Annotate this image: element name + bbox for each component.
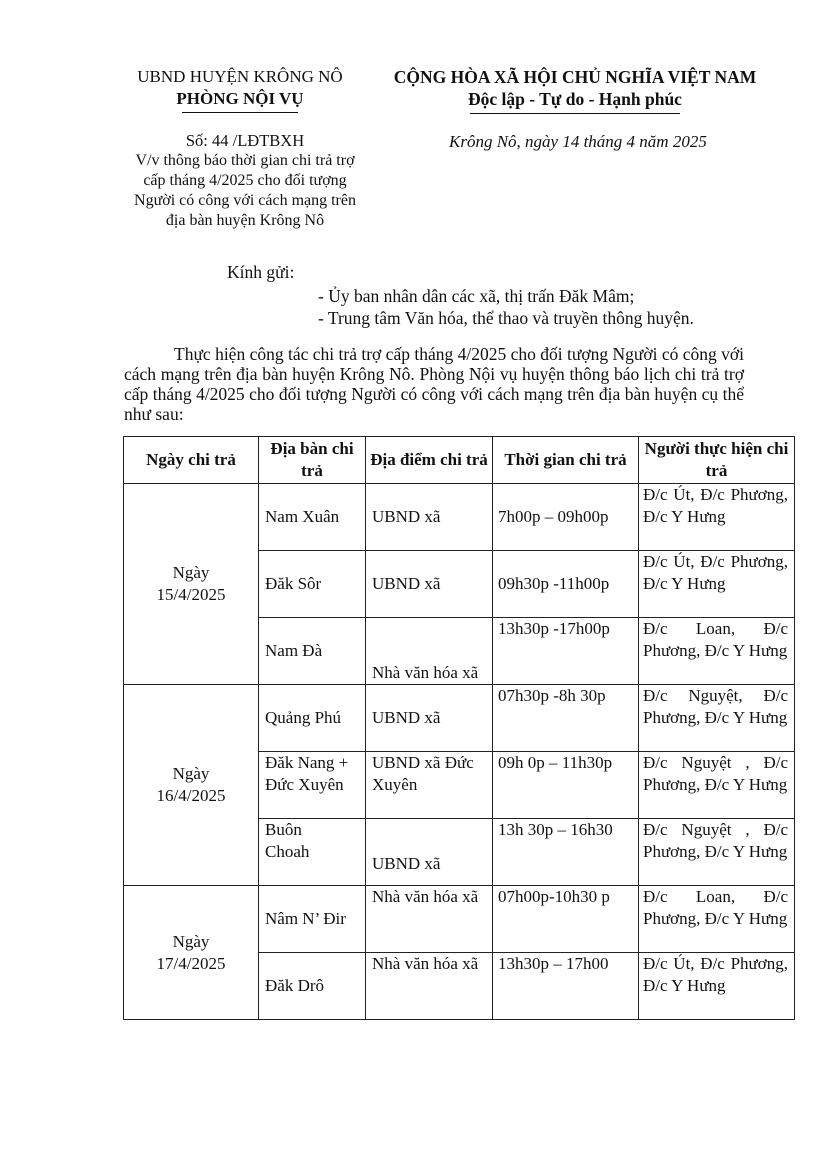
staff-cell: Đ/c Út, Đ/c Phương, Đ/c Y Hưng [639, 953, 795, 1020]
national-motto-block [468, 88, 682, 114]
time-cell: 13h 30p – 16h30 [493, 819, 639, 886]
intro-paragraph [124, 344, 744, 424]
issuer-department-block [176, 88, 303, 113]
area-cell: Nam Đà [259, 618, 366, 685]
date-line: Krông Nô, ngày 14 tháng 4 năm 2025 [449, 132, 707, 151]
salutation: Kính gửi: [227, 262, 295, 282]
area-cell: Nâm N’ Đir [259, 886, 366, 953]
national-motto: Độc lập - Tự do - Hạnh phúc [468, 89, 682, 109]
document-subject [110, 151, 380, 231]
recipient-line: - Ủy ban nhân dân các xã, thị trấn Đăk Mâm; [318, 286, 635, 306]
payment-schedule-table [123, 436, 795, 1020]
time-cell: 07h30p -8h 30p [493, 685, 639, 752]
column-header: Thời gian chi trả [493, 437, 639, 484]
location-cell: Nhà văn hóa xã [366, 886, 493, 953]
column-header: Địa điểm chi trả [366, 437, 493, 484]
staff-cell: Đ/c Nguyệt, Đ/c Phương, Đ/c Y Hưng [639, 685, 795, 752]
location-cell: Nhà văn hóa xã [366, 953, 493, 1020]
time-cell: 13h30p – 17h00 [493, 953, 639, 1020]
table-header-row [124, 437, 795, 484]
table-row [124, 886, 795, 953]
national-title: CỘNG HÒA XÃ HỘI CHỦ NGHĨA VIỆT NAM [393, 67, 757, 87]
area-text: Buôn Choah [265, 820, 310, 861]
location-cell: UBND xã Đức Xuyên [366, 752, 493, 819]
location-cell: UBND xã [366, 819, 493, 886]
column-header: Người thực hiện chi trả [639, 437, 795, 484]
area-cell: Đăk Nang + Đức Xuyên [259, 752, 366, 819]
area-cell: Đăk Drô [259, 953, 366, 1020]
location-cell: Nhà văn hóa xã [366, 618, 493, 685]
date-cell [124, 484, 259, 685]
location-cell: UBND xã [366, 685, 493, 752]
time-cell: 7h00p – 09h00p [493, 484, 639, 551]
table-row [124, 484, 795, 551]
date-cell [124, 685, 259, 886]
date-text: Ngày 15/4/2025 [156, 563, 226, 604]
staff-cell: Đ/c Nguyệt , Đ/c Phương, Đ/c Y Hưng [639, 752, 795, 819]
department-underline [182, 112, 297, 113]
staff-cell: Đ/c Út, Đ/c Phương, Đ/c Y Hưng [639, 484, 795, 551]
area-cell: Nam Xuân [259, 484, 366, 551]
subject-line: cấp tháng 4/2025 cho đối tượng [143, 172, 347, 189]
staff-cell: Đ/c Nguyệt , Đ/c Phương, Đ/c Y Hưng [639, 819, 795, 886]
table-row [124, 685, 795, 752]
issuer-department: PHÒNG NỘI VỤ [176, 89, 304, 108]
issuer-organization: UBND HUYỆN KRÔNG NÔ [137, 67, 343, 86]
subject-line: Người có công với cách mạng trên [134, 192, 356, 209]
time-cell: 13h30p -17h00p [493, 618, 639, 685]
issuer-header [110, 66, 370, 113]
national-header [380, 66, 770, 114]
column-header: Ngày chi trả [124, 437, 259, 484]
area-cell: Quảng Phú [259, 685, 366, 752]
motto-underline [470, 113, 680, 114]
location-cell: UBND xã [366, 484, 493, 551]
date-cell [124, 886, 259, 1020]
time-cell: 07h00p-10h30 p [493, 886, 639, 953]
staff-cell: Đ/c Loan, Đ/c Phương, Đ/c Y Hưng [639, 618, 795, 685]
subject-line: địa bàn huyện Krông Nô [165, 212, 325, 229]
document-number: Số: 44 /LĐTBXH [185, 131, 305, 150]
area-cell: Đăk Sôr [259, 551, 366, 618]
staff-cell: Đ/c Loan, Đ/c Phương, Đ/c Y Hưng [639, 886, 795, 953]
date-text: Ngày 16/4/2025 [156, 764, 226, 805]
staff-cell: Đ/c Út, Đ/c Phương, Đ/c Y Hưng [639, 551, 795, 618]
time-cell: 09h 0p – 11h30p [493, 752, 639, 819]
date-text: Ngày 17/4/2025 [156, 931, 226, 973]
time-cell: 09h30p -11h00p [493, 551, 639, 618]
recipient-line: - Trung tâm Văn hóa, thể thao và truyền thông huyện. [318, 308, 694, 328]
location-cell: UBND xã [366, 551, 493, 618]
column-header: Địa bàn chi trả [259, 437, 366, 484]
intro-paragraph-text: Thực hiện công tác chi trả trợ cấp tháng 4/2025 cho đối tượng Người có công với cách mạng trên địa bàn huyện Krông Nô. Phòng Nội vụ huyện thông báo lịch chi trả trợ cấp tháng 4/2025 cho đối tượng Người có công với cách mạng trên địa bàn huyện cụ thể như sau: [124, 344, 744, 424]
subject-line: V/v thông báo thời gian chi trả trợ [135, 152, 355, 169]
area-cell [259, 819, 366, 886]
